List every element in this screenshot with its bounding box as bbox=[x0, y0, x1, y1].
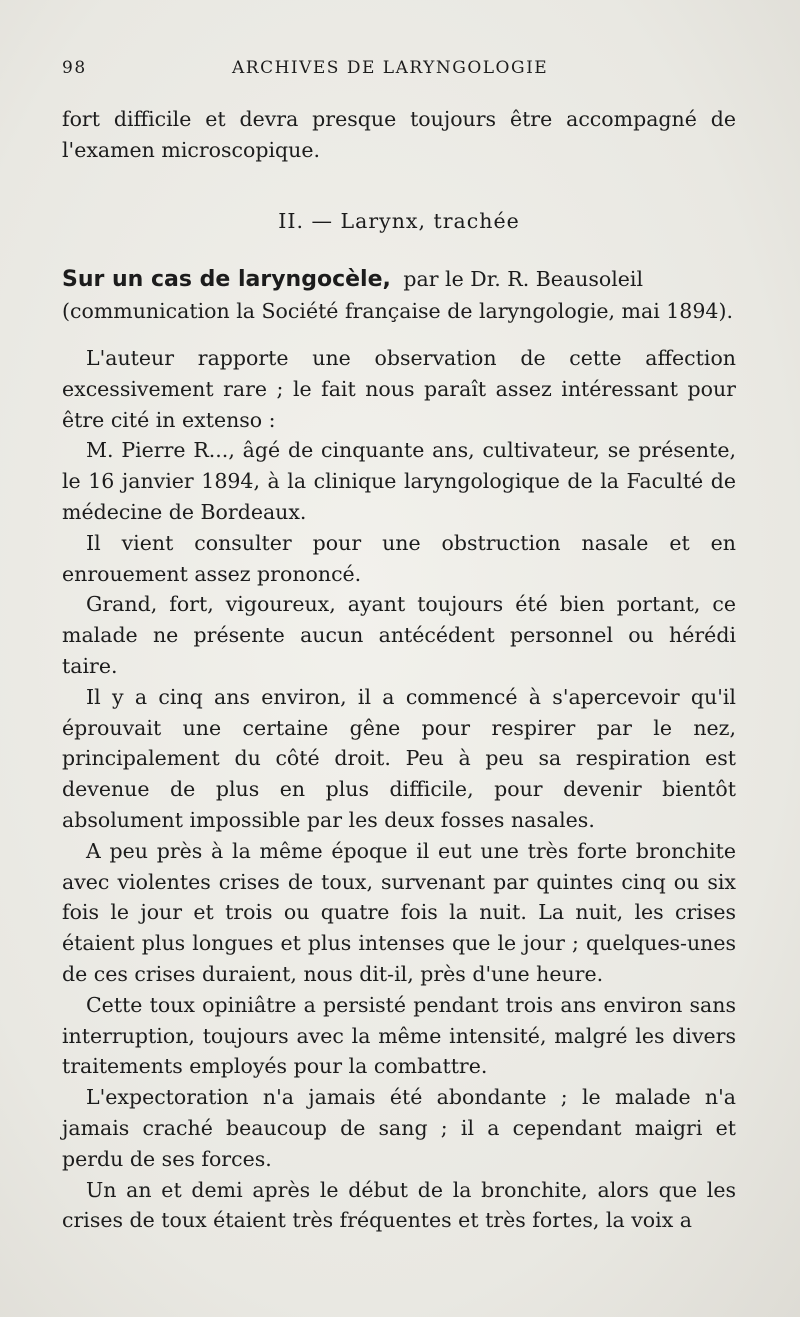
paragraph: M. Pierre R..., âgé de cinquante ans, cultivateur, se présente, le 16 janvier 1894, à la clinique laryngologique de la Faculté de médecine de Bordeaux. bbox=[62, 438, 736, 524]
paragraph: Il y a cinq ans environ, il a commencé à s'apercevoir qu'il éprouvait une certaine gêne pour respirer par le nez, principalement du côté droit. Peu à peu sa respiration est devenue de plus en plus difficile, pour devenir bientôt absolument impossible par les deux fosses nasales. bbox=[62, 684, 736, 832]
page-header bbox=[62, 58, 562, 78]
paragraph: A peu près à la même époque il eut une très forte bronchite avec violentes crises de toux, survenant par quintes cinq ou six fois le jour et trois ou quatre fois la nuit. La nuit, les crises étaient plus longues et plus intenses que le jour ; quelques-unes de ces crises duraient, nous dit-il, près d'une heure. bbox=[62, 838, 736, 986]
article-byline: par le Dr. R. Beausoleil bbox=[403, 267, 644, 292]
article-subtitle: (communication la Société française de laryngologie, mai 1894). bbox=[62, 299, 733, 324]
article-title-main: Sur un cas de laryngocèle, bbox=[62, 267, 391, 293]
paragraph: Un an et demi après le début de la bronchite, alors que les crises de toux étaient très fréquentes et très fortes, la voix a bbox=[62, 1177, 736, 1233]
paragraph: L'expectoration n'a jamais été abondante ; le malade n'a jamais craché beaucoup de sang ; il a cependant maigri et perdu de ses forces. bbox=[62, 1085, 736, 1171]
paragraph: Il vient consulter pour une obstruction nasale et en enrouement assez prononcé. bbox=[62, 530, 736, 586]
paragraph: Grand, fort, vigoureux, ayant toujours été bien portant, ce malade ne présente aucun antécédent personnel ou hérédi taire. bbox=[62, 592, 736, 678]
body-text bbox=[62, 104, 736, 1236]
running-title: ARCHIVES DE LARYNGOLOGIE bbox=[232, 58, 549, 78]
paragraph: Cette toux opiniâtre a persisté pendant trois ans environ sans interruption, toujours avec la même intensité, malgré les divers traitements employés pour la combattre. bbox=[62, 992, 736, 1079]
section-heading-text: II. — Larynx, trachée bbox=[278, 208, 520, 233]
page-number: 98 bbox=[62, 58, 87, 78]
article-title bbox=[62, 264, 736, 327]
section-heading bbox=[62, 206, 736, 237]
paragraph: L'auteur rapporte une observation de cette affection excessivement rare ; le fait nous paraît assez intéressant pour être cité in extenso : bbox=[62, 345, 736, 432]
paragraph: fort difficile et devra presque toujours être accompagné de l'examen microscopique. bbox=[62, 107, 736, 162]
